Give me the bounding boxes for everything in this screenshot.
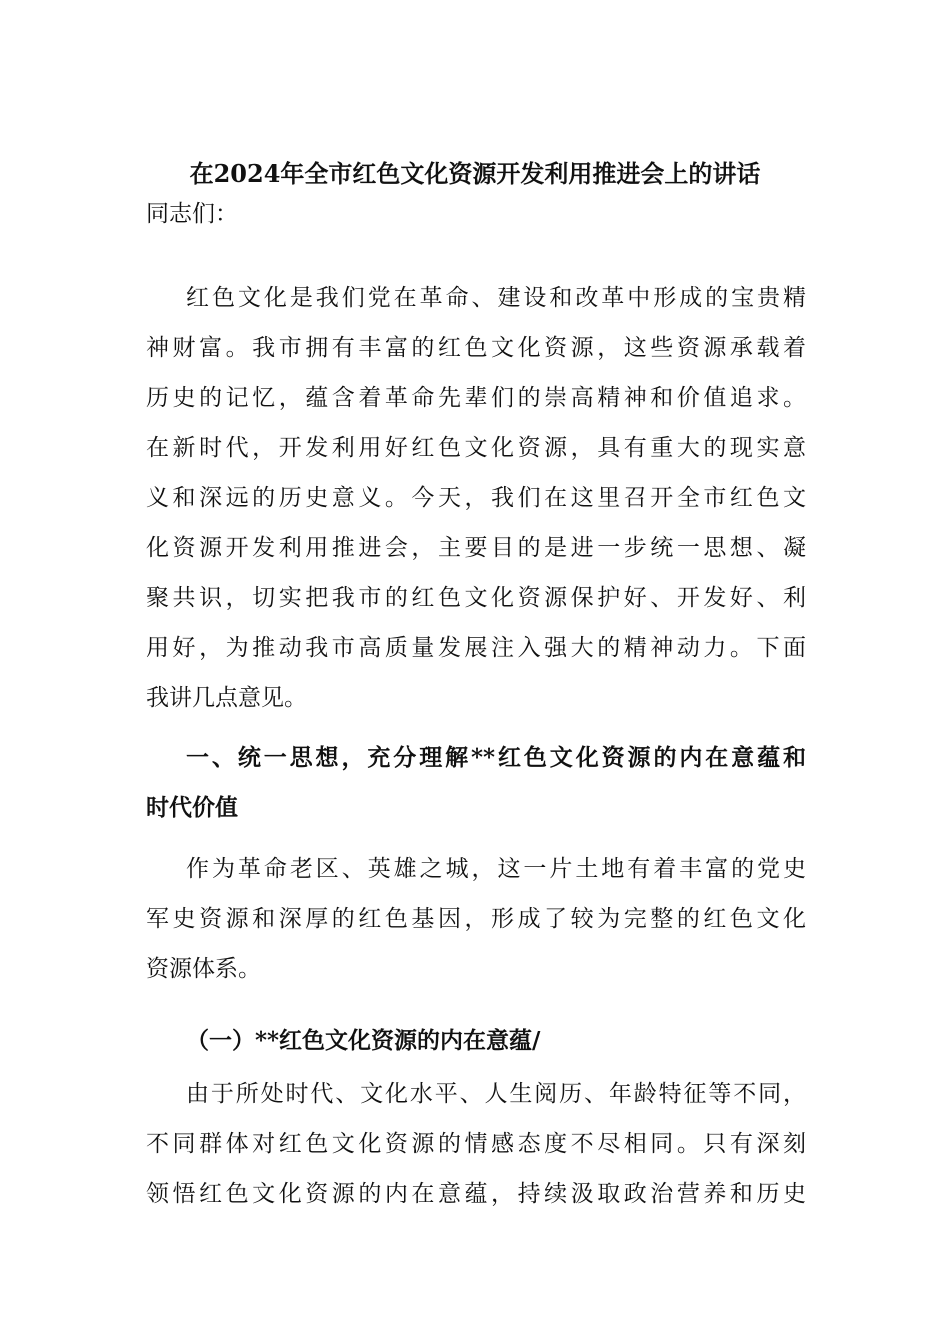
paragraph-line: 我讲几点意见。: [146, 685, 307, 711]
salutation: 同志们：: [146, 201, 238, 227]
paragraph-line: 聚共识，切实把我市的红色文化资源保护好、开发好、利: [146, 585, 806, 611]
section-one-heading: [146, 733, 806, 833]
paragraph-line: 军史资源和深厚的红色基因，形成了较为完整的红色文化: [146, 906, 806, 932]
paragraph-line: 不同群体对红色文化资源的情感态度不尽相同。只有深刻: [146, 1131, 806, 1157]
paragraph-line: 历史的记忆，蕴含着革命先辈们的崇高精神和价值追求。: [146, 385, 806, 411]
heading-line: 时代价值: [146, 794, 238, 821]
paragraph-line: 资源体系。: [146, 956, 261, 982]
paragraph-line: 神财富。我市拥有丰富的红色文化资源，这些资源承载着: [146, 335, 806, 361]
paragraph-line: 作为革命老区、英雄之城，这一片土地有着丰富的党史: [186, 856, 806, 882]
paragraph-line: 在新时代，开发利用好红色文化资源，具有重大的现实意: [146, 435, 806, 461]
subsection-one-heading: （一）**红色文化资源的内在意蕴/: [186, 1027, 541, 1054]
paragraph-line: 化资源开发利用推进会，主要目的是进一步统一思想、凝: [146, 535, 806, 561]
paragraph-line: 领悟红色文化资源的内在意蕴，持续汲取政治营养和历史: [146, 1181, 806, 1207]
intro-paragraph: [146, 273, 806, 723]
subsection-one-paragraph: [146, 1069, 806, 1219]
heading-line: 一、统一思想，充分理解**红色文化资源的内在意蕴和: [186, 744, 806, 771]
paragraph-line: 由于所处时代、文化水平、人生阅历、年龄特征等不同，: [186, 1081, 806, 1107]
paragraph-line: 红色文化是我们党在革命、建设和改革中形成的宝贵精: [186, 285, 806, 311]
document-title: 在2024年全市红色文化资源开发利用推进会上的讲话: [189, 159, 761, 188]
section-one-paragraph: [146, 844, 806, 994]
paragraph-line: 用好，为推动我市高质量发展注入强大的精神动力。下面: [146, 635, 806, 661]
paragraph-line: 义和深远的历史意义。今天，我们在这里召开全市红色文: [146, 485, 806, 511]
